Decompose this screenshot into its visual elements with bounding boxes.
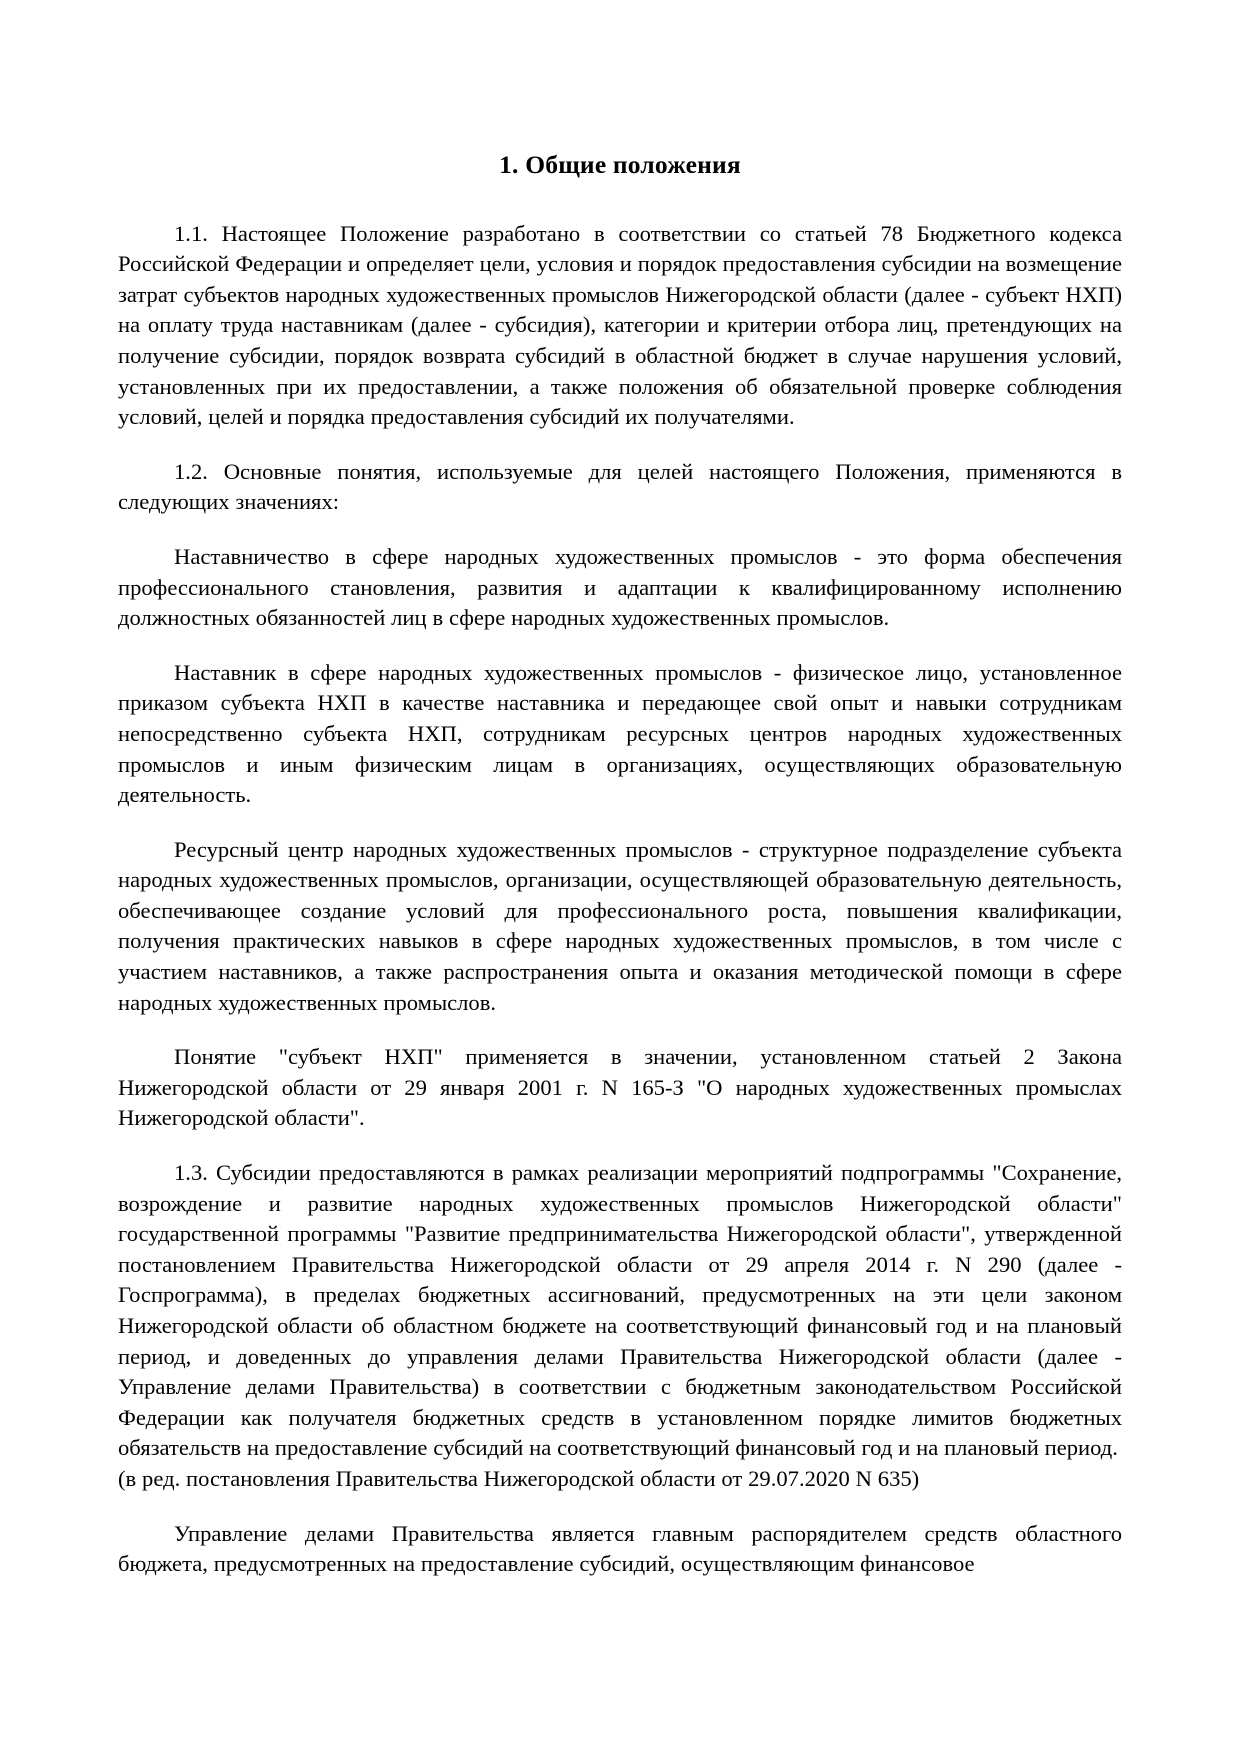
clause-1-3: 1.3. Субсидии предоставляются в рамках реализации мероприятий подпрограммы "Сохранение, возрождение и развитие народных художественных промыслов Нижегородской области" государственной программы "Развитие предпринимательства Нижегородской области", утвержденной постановлением Правительства Нижегородской области от 29 апреля 2014 г. N 290 (далее - Госпрограмма), в пределах бюджетных ассигнований, предусмотренных на эти цели законом Нижегородской области об областном бюджете на соответствующий финансовый год и на плановый период, и доведенных до управления делами Правительства Нижегородской области (далее - Управление делами Правительства) в соответствии с бюджетным законодательством Российской Федерации как получателя бюджетных средств в установленном порядке лимитов бюджетных обязательств на предоставление субсидий на соответствующий финансовый год и на плановый период.: [118, 1160, 1122, 1461]
definition-mentor: Наставник в сфере народных художественных промыслов - физическое лицо, установленное приказом субъекта НХП в качестве наставника и передающее свой опыт и навыки сотрудникам непосредственно субъекта НХП, сотрудникам ресурсных центров народных художественных промыслов и иным физическим лицам в организациях, осуществляющих образовательную деятельность.: [118, 659, 1122, 808]
definition-subject-nhp: Понятие "субъект НХП" применяется в значении, установленном статьей 2 Закона Нижегородской области от 29 января 2001 г. N 165-З "О народных художественных промыслах Нижегородской области".: [118, 1044, 1122, 1131]
page-title: 1. Общие положения: [499, 150, 741, 179]
paragraph-main-administrator: Управление делами Правительства является главным распорядителем средств областного бюджета, предусмотренных на предоставление субсидий, осуществляющим финансовое: [118, 1520, 1122, 1577]
clause-1-1: 1.1. Настоящее Положение разработано в соответствии со статьей 78 Бюджетного кодекса Российской Федерации и определяет цели, условия и порядок предоставления субсидии на возмещение затрат субъектов народных художественных промыслов Нижегородской области (далее - субъект НХП) на оплату труда наставникам (далее - субсидия), категории и критерии отбора лиц, претендующих на получение субсидии, порядок возврата субсидий в областной бюджет в случае нарушения условий, установленных при их предоставлении, а также положения об обязательной проверке соблюдения условий, целей и порядка предоставления субсидий их получателями.: [118, 220, 1122, 430]
amendment-note: (в ред. постановления Правительства Нижегородской области от 29.07.2020 N 635): [118, 1465, 920, 1491]
definition-resource-center: Ресурсный центр народных художественных промыслов - структурное подразделение субъекта народных художественных промыслов, организации, осуществляющей образовательную деятельность, обеспечивающее создание условий для профессионального роста, повышения квалификации, получения практических навыков в сфере народных художественных промыслов, в том числе с участием наставников, а также распространения опыта и оказания методической помощи в сфере народных художественных промыслов.: [118, 836, 1122, 1015]
clause-1-2: 1.2. Основные понятия, используемые для целей настоящего Положения, применяются в следующих значениях:: [118, 458, 1122, 515]
document-body: [118, 219, 1122, 1580]
definition-mentoring: Наставничество в сфере народных художественных промыслов - это форма обеспечения профессионального становления, развития и адаптации к квалифицированному исполнению должностных обязанностей лиц в сфере народных художественных промыслов.: [118, 543, 1122, 631]
